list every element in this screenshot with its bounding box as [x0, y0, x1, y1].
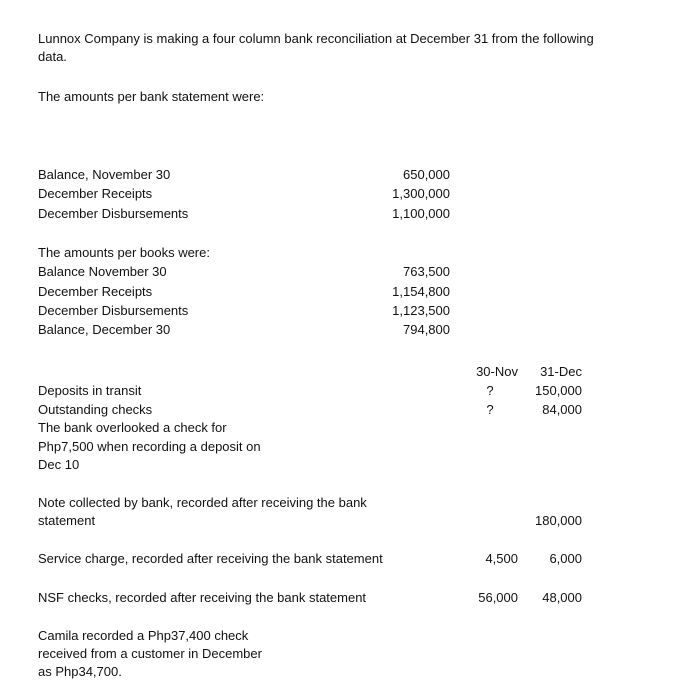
outstanding-nov: ? [486, 402, 494, 417]
nsf-nov: 56,000 [478, 590, 518, 605]
outstanding-dec: 84,000 [542, 402, 582, 417]
note-line-2: statement [38, 513, 96, 528]
camila-line-3: as Php34,700. [38, 664, 122, 679]
nsf-label: NSF checks, recorded after receiving the bank statement [38, 590, 367, 605]
nsf-dec: 48,000 [542, 590, 582, 605]
books-row-label: Balance November 30 [38, 264, 167, 279]
books-row-value: 1,123,500 [392, 303, 450, 318]
bank-row-value: 1,300,000 [392, 186, 450, 201]
books-row-label: Balance, December 30 [38, 322, 171, 337]
note-dec: 180,000 [535, 513, 582, 528]
bank-row-value: 650,000 [403, 167, 450, 182]
books-row-label: December Receipts [38, 284, 153, 299]
service-nov: 4,500 [485, 551, 518, 566]
column-header-nov: 30-Nov [476, 364, 518, 379]
books-row-value: 763,500 [403, 264, 450, 279]
bank-row-label: Balance, November 30 [38, 167, 171, 182]
books-heading: The amounts per books were: [38, 245, 210, 260]
overlooked-line-1: The bank overlooked a check for [38, 420, 227, 435]
overlooked-line-3: Dec 10 [38, 457, 80, 472]
intro-line-1: Lunnox Company is making a four column bank reconciliation at December 31 from the following [38, 31, 594, 46]
service-dec: 6,000 [549, 551, 582, 566]
camila-line-1: Camila recorded a Php37,400 check [38, 628, 249, 643]
deposits-nov: ? [486, 383, 494, 398]
bank-heading: The amounts per bank statement were: [38, 89, 265, 104]
intro-line-2: data. [38, 49, 67, 64]
overlooked-line-2: Php7,500 when recording a deposit on [38, 439, 261, 454]
books-row-value: 794,800 [403, 322, 450, 337]
outstanding-label: Outstanding checks [38, 402, 153, 417]
deposits-dec: 150,000 [535, 383, 582, 398]
service-label: Service charge, recorded after receiving the bank statement [38, 551, 383, 566]
bank-row-label: December Disbursements [38, 206, 189, 221]
bank-row-value: 1,100,000 [392, 206, 450, 221]
books-row-label: December Disbursements [38, 303, 189, 318]
column-header-dec: 31-Dec [540, 364, 582, 379]
camila-line-2: received from a customer in December [38, 646, 262, 661]
deposits-label: Deposits in transit [38, 383, 142, 398]
books-row-value: 1,154,800 [392, 284, 450, 299]
bank-row-label: December Receipts [38, 186, 153, 201]
note-line-1: Note collected by bank, recorded after receiving the bank [38, 495, 367, 510]
